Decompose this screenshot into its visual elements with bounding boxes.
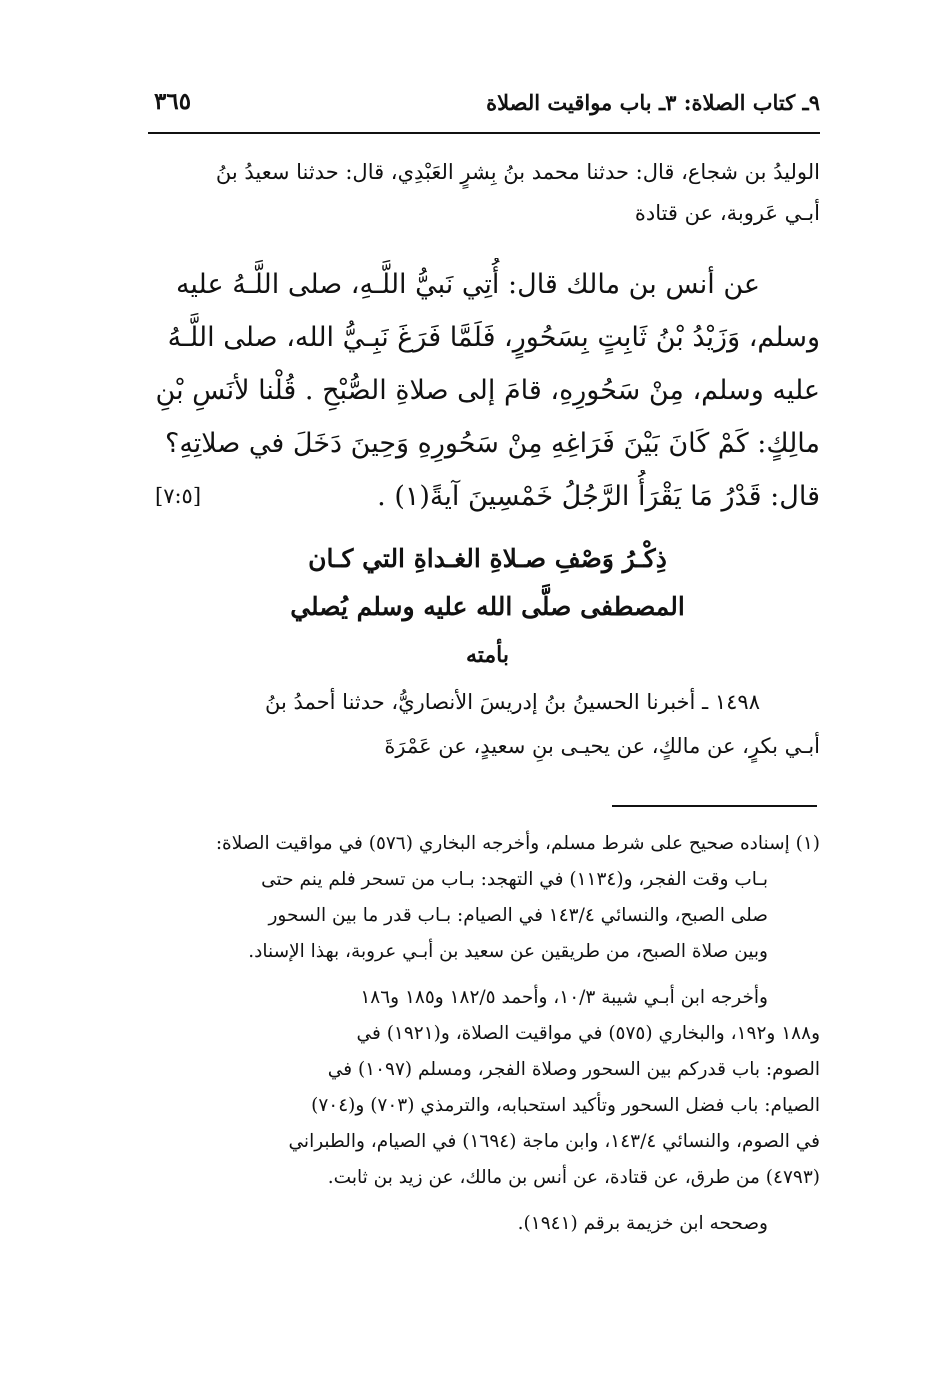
header-rule	[148, 132, 820, 134]
hadith-line: أبـي بكرٍ، عن مالكٍ، عن يحيـى بنِ سعيدٍ، عن عَمْرَةَ	[384, 734, 820, 758]
verse-reference: [٧:٥]	[155, 484, 202, 508]
footnote-paragraph	[155, 1206, 820, 1242]
running-header	[150, 84, 820, 128]
isnad-line: أبـي عَروبة، عن قتادة	[634, 201, 820, 225]
page-number: ٣٦٥	[154, 88, 192, 115]
footnote-line: (١) إسناده صحيح على شرط مسلم، وأخرجه البخاري (٥٧٦) في مواقيت الصلاة:	[215, 833, 820, 854]
footnote-line: الصوم: باب قدركم بين السحور وصلاة الفجر، ومسلم (١٠٩٧) في	[327, 1059, 820, 1080]
footnote-line: وأخرجه ابن أبـي شيبة ١٠/٣، وأحمد ١٨٢/٥ و١٨٥ و١٨٦	[360, 987, 768, 1008]
hadith-1498	[155, 680, 820, 768]
footnote-line: بـاب وقت الفجر، و(١١٣٤) في التهجد: بـاب من تسحر فلم ينم حتى	[261, 869, 768, 890]
footnote-line: صلى الصبح، والنسائي ١٤٣/٤ في الصيام: بـاب قدر ما بين السحور	[268, 905, 768, 926]
chapter-heading-line: المصطفى صلَّى الله عليه وسلم يُصلي	[290, 592, 685, 621]
matn-line: وسلم، وَزَيْدُ بْنُ ثَابِتٍ بِسَحُورٍ، فَلَمَّا فَرَغَ نَبِـيُّ الله، صلى اللَّـهُ	[167, 322, 820, 353]
footnote-rule	[612, 805, 817, 807]
chapter-heading-line: بأمته	[465, 642, 510, 668]
matn-line: عليه وسلم، مِنْ سَحُورِهِ، قامَ إلى صلاةِ الصُّبْحِ . قُلْنا لأنَسِ بْنِ	[155, 375, 820, 406]
matn-text	[155, 258, 820, 523]
footnote-paragraph	[155, 826, 820, 970]
chapter-heading-line: ذِكْـرُ وَصْفِ صـلاةِ الغـداةِ التي كـان	[308, 544, 667, 573]
hadith-line: ١٤٩٨ ـ أخبرنا الحسينُ بنُ إدريسَ الأنصاريُّ، حدثنا أحمدُ بنُ	[265, 690, 760, 714]
matn-last-line	[155, 470, 820, 523]
footnote-line: وصححه ابن خزيمة برقم (١٩٤١).	[517, 1213, 768, 1234]
footnotes	[155, 826, 820, 1242]
chapter-heading	[155, 535, 820, 679]
header-title: ٩ـ كتاب الصلاة: ٣ـ باب مواقيت الصلاة	[486, 90, 820, 115]
isnad-line: الوليدُ بن شجاع، قال: حدثنا محمد بنُ بِشرٍ العَبْدِي، قال: حدثنا سعيدُ بنُ	[215, 160, 820, 184]
matn-line: قال: قَدْرُ مَا يَقْرَأُ الرَّجُلُ خَمْسِينَ آيةً(١) .	[377, 481, 820, 512]
footnote-line: الصيام: باب فضل السحور وتأكيد استحبابه، والترمذي (٧٠٣) و(٧٠٤)	[311, 1095, 820, 1116]
matn-line: مالِكٍ: كَمْ كَانَ بَيْنَ فَرَاغِهِ مِنْ سَحُورِهِ وَحِينَ دَخَلَ في صلاتِهِ؟	[164, 428, 820, 459]
footnote-line: و١٨٨ و١٩٢، والبخاري (٥٧٥) في مواقيت الصلاة، و(١٩٢١) في	[356, 1023, 820, 1044]
footnote-paragraph	[155, 980, 820, 1196]
matn-line: عن أنس بن مالك قال: أُتِي نَبيُّ اللَّـهِ، صلى اللَّـهُ عليه	[175, 269, 760, 300]
footnote-line: في الصوم، والنسائي ١٤٣/٤، وابن ماجة (١٦٩٤) في الصيام، والطبراني	[288, 1131, 820, 1152]
footnote-line: (٤٧٩٣) من طرق، عن قتادة، عن أنس بن مالك، عن زيد بن ثابت.	[327, 1167, 820, 1188]
isnad-text	[155, 152, 820, 234]
footnote-line: وبين صلاة الصبح، من طريقين عن سعيد بن أبـي عروبة، بهذا الإسناد.	[248, 941, 768, 962]
